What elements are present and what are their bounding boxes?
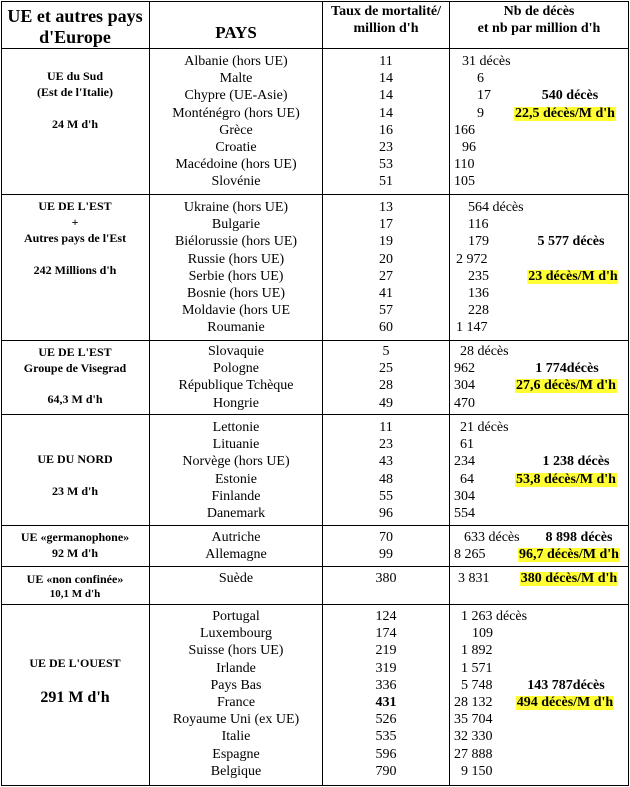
death-count: 32 330 bbox=[454, 729, 493, 745]
mortality-rate: 219 bbox=[375, 643, 397, 659]
mortality-rate: 48 bbox=[379, 471, 393, 487]
mortality-rate: 535 bbox=[375, 729, 397, 745]
mortality-rate: 13 bbox=[379, 200, 393, 215]
mortality-rate: 70 bbox=[379, 530, 393, 545]
group-label: 23 M d'h bbox=[51, 484, 99, 498]
mortality-rate: 27 bbox=[379, 268, 393, 284]
mortality-rate: 596 bbox=[375, 746, 397, 762]
header-region-title: UE et autres pays bbox=[7, 6, 143, 26]
group-label: Autres pays de l'Est bbox=[23, 231, 127, 245]
group-label: (Est de l'Italie) bbox=[37, 85, 113, 99]
mortality-rate: 790 bbox=[375, 763, 397, 779]
group-total-deaths: 8 898 décès bbox=[545, 530, 613, 545]
country-name: Slovaquie bbox=[208, 344, 264, 359]
death-count: 64 bbox=[460, 471, 474, 487]
group-label: 242 Millions d'h bbox=[33, 263, 117, 277]
mortality-rate: 99 bbox=[379, 547, 393, 563]
mortality-rate: 526 bbox=[375, 712, 397, 728]
group-label: UE «germanophone» bbox=[20, 530, 130, 544]
country-name: Lituanie bbox=[212, 437, 260, 453]
country-name: Pologne bbox=[213, 361, 259, 377]
country-name: Suisse (hors UE) bbox=[188, 643, 284, 659]
country-name: Suède bbox=[218, 571, 254, 586]
death-count: 1 892 bbox=[461, 643, 493, 659]
group-label: 92 M d'h bbox=[51, 546, 99, 560]
death-count: 116 bbox=[468, 217, 489, 233]
country-name: Italie bbox=[221, 729, 251, 745]
header-country: PAYS bbox=[215, 23, 257, 42]
country-name: République Tchèque bbox=[178, 378, 294, 394]
mortality-rate: 431 bbox=[375, 695, 397, 710]
row-divider bbox=[1, 194, 629, 195]
death-count: 234 bbox=[454, 454, 475, 470]
country-name: Croatie bbox=[215, 140, 257, 155]
death-count: 28 132 bbox=[454, 695, 493, 710]
country-name: Moldavie (hors UE bbox=[181, 303, 291, 319]
country-name: Irlande bbox=[216, 660, 256, 676]
death-count: 179 bbox=[468, 234, 489, 250]
column-divider bbox=[149, 1, 150, 786]
country-name: Estonie bbox=[215, 471, 257, 487]
group-total-deaths: 5 577 décès bbox=[537, 234, 605, 250]
mortality-rate: 5 bbox=[382, 344, 390, 359]
death-count: 962 bbox=[454, 361, 475, 377]
header-region-title: d'Europe bbox=[39, 27, 111, 47]
country-name: Grèce bbox=[219, 122, 253, 138]
death-count: 235 bbox=[468, 268, 489, 284]
death-count: 5 748 bbox=[461, 677, 493, 693]
group-label: 10,1 M d'h bbox=[49, 588, 101, 600]
group-label: UE DE L'EST bbox=[38, 199, 112, 213]
death-count: 105 bbox=[454, 174, 475, 190]
country-name: Bulgarie bbox=[211, 217, 261, 233]
country-name: Lettonie bbox=[212, 420, 260, 435]
country-name: Slovénie bbox=[211, 174, 261, 190]
group-label: 291 M d'h bbox=[40, 689, 110, 706]
country-name: Bosnie (hors UE) bbox=[187, 286, 285, 301]
death-count: 1 147 bbox=[456, 320, 488, 336]
country-name: Allemagne bbox=[205, 547, 267, 563]
group-deaths-per-million: 380 décès/M d'h bbox=[520, 571, 618, 586]
country-name: Macédoine (hors UE) bbox=[175, 157, 297, 173]
country-name: France bbox=[216, 695, 256, 710]
group-label: UE du Sud bbox=[46, 69, 104, 83]
country-name: Espagne bbox=[212, 746, 260, 762]
country-name: Monténégro (hors UE) bbox=[172, 105, 300, 121]
mortality-rate: 53 bbox=[379, 157, 393, 173]
mortality-rate: 23 bbox=[379, 437, 393, 453]
mortality-rate: 14 bbox=[379, 88, 393, 104]
mortality-rate: 14 bbox=[379, 105, 393, 121]
mortality-rate: 336 bbox=[375, 677, 397, 693]
mortality-rate: 23 bbox=[379, 140, 393, 155]
country-name: Portugal bbox=[212, 609, 260, 624]
country-name: Luxembourg bbox=[199, 626, 273, 642]
mortality-rate: 11 bbox=[379, 420, 393, 435]
country-name: Chypre (UE-Asie) bbox=[184, 88, 288, 104]
death-count: 1 263 décès bbox=[461, 609, 528, 624]
mortality-rate: 14 bbox=[379, 71, 393, 87]
mortality-rate: 19 bbox=[379, 234, 393, 250]
death-count: 17 bbox=[477, 88, 491, 104]
mortality-rate: 60 bbox=[379, 320, 393, 336]
mortality-rate: 124 bbox=[375, 609, 397, 624]
mortality-rate: 57 bbox=[379, 303, 393, 319]
death-count: 304 bbox=[454, 488, 475, 504]
mortality-rate: 55 bbox=[379, 488, 393, 504]
group-label: 64,3 M d'h bbox=[47, 392, 103, 406]
mortality-rate: 380 bbox=[375, 571, 397, 586]
group-total-deaths: 1 774décès bbox=[535, 361, 599, 377]
death-count: 304 bbox=[454, 378, 475, 394]
country-name: Royaume Uni (ex UE) bbox=[172, 712, 300, 728]
row-divider bbox=[1, 566, 629, 567]
mortality-rate: 43 bbox=[379, 454, 393, 470]
group-deaths-per-million: 494 décès/M d'h bbox=[516, 695, 614, 710]
death-count: 166 bbox=[454, 122, 475, 138]
country-name: Roumanie bbox=[207, 320, 265, 336]
mortality-rate: 51 bbox=[379, 174, 393, 190]
group-deaths-per-million: 53,8 décès/M d'h bbox=[516, 471, 616, 487]
group-label: UE DE L'OUEST bbox=[29, 656, 121, 670]
group-total-deaths: 1 238 décès bbox=[542, 454, 610, 470]
group-deaths-per-million: 27,6 décès/M d'h bbox=[516, 378, 616, 394]
header-rate: million d'h bbox=[353, 21, 419, 36]
death-count: 9 150 bbox=[461, 763, 493, 779]
header-rate: Taux de mortalité/ bbox=[331, 4, 441, 19]
country-name: Pays Bas bbox=[210, 677, 262, 693]
death-count: 564 décès bbox=[468, 200, 524, 215]
header-deaths: Nb de décès bbox=[503, 4, 575, 19]
group-label: 24 M d'h bbox=[51, 117, 99, 131]
death-count: 27 888 bbox=[454, 746, 493, 762]
group-deaths-per-million: 23 décès/M d'h bbox=[528, 268, 618, 284]
header-deaths: et nb par million d'h bbox=[477, 21, 601, 36]
death-count: 21 décès bbox=[460, 420, 509, 435]
death-count: 96 bbox=[462, 140, 476, 155]
group-total-deaths: 143 787décès bbox=[527, 677, 605, 693]
death-count: 470 bbox=[454, 395, 475, 411]
row-divider bbox=[1, 604, 629, 605]
death-count: 3 831 bbox=[458, 571, 490, 586]
country-name: Belgique bbox=[210, 763, 262, 779]
group-label: UE DE L'EST bbox=[38, 345, 112, 359]
group-label: Groupe de Visegrad bbox=[23, 361, 127, 375]
death-count: 2 972 bbox=[456, 251, 488, 267]
country-name: Finlande bbox=[211, 488, 261, 504]
death-count: 61 bbox=[460, 437, 474, 453]
country-name: Malte bbox=[219, 71, 253, 87]
country-name: Russie (hors UE) bbox=[187, 251, 285, 267]
mortality-rate: 28 bbox=[379, 378, 393, 394]
column-divider bbox=[449, 1, 450, 786]
row-divider bbox=[1, 340, 629, 341]
group-deaths-per-million: 22,5 décès/M d'h bbox=[515, 105, 615, 121]
group-deaths-per-million: 96,7 décès/M d'h bbox=[519, 547, 619, 563]
group-label: UE «non confinée» bbox=[26, 572, 124, 586]
row-divider bbox=[1, 414, 629, 415]
group-total-deaths: 540 décès bbox=[541, 88, 599, 104]
death-count: 28 décès bbox=[460, 344, 509, 359]
country-name: Danemark bbox=[206, 506, 266, 521]
country-name: Albanie (hors UE) bbox=[184, 54, 288, 69]
death-count: 633 décès bbox=[464, 530, 520, 545]
country-name: Norvège (hors UE) bbox=[182, 454, 290, 470]
death-count: 109 bbox=[472, 626, 493, 642]
mortality-rate: 41 bbox=[379, 286, 393, 301]
death-count: 8 265 bbox=[454, 547, 486, 563]
mortality-rate: 319 bbox=[375, 660, 397, 676]
country-name: Hongrie bbox=[213, 395, 259, 411]
country-name: Serbie (hors UE) bbox=[188, 268, 284, 284]
death-count: 228 bbox=[468, 303, 489, 319]
mortality-rate: 96 bbox=[379, 506, 393, 521]
row-divider bbox=[1, 48, 629, 49]
death-count: 31 décès bbox=[462, 54, 511, 69]
death-count: 9 bbox=[477, 105, 484, 121]
death-count: 6 bbox=[477, 71, 484, 87]
death-count: 1 571 bbox=[461, 660, 493, 676]
column-divider bbox=[322, 1, 323, 786]
mortality-rate: 25 bbox=[379, 361, 393, 377]
group-label: + bbox=[71, 215, 79, 229]
mortality-rate: 20 bbox=[379, 251, 393, 267]
death-count: 35 704 bbox=[454, 712, 493, 728]
mortality-rate: 49 bbox=[379, 395, 393, 411]
country-name: Ukraine (hors UE) bbox=[183, 200, 289, 215]
row-divider bbox=[1, 525, 629, 526]
mortality-rate: 174 bbox=[375, 626, 397, 642]
country-name: Biélorussie (hors UE) bbox=[174, 234, 298, 250]
death-count: 136 bbox=[468, 286, 489, 301]
mortality-rate: 16 bbox=[379, 122, 393, 138]
death-count: 554 bbox=[454, 506, 475, 521]
mortality-rate: 17 bbox=[379, 217, 393, 233]
group-label: UE DU NORD bbox=[37, 452, 113, 466]
mortality-rate: 11 bbox=[379, 54, 393, 69]
death-count: 110 bbox=[454, 157, 475, 173]
country-name: Autriche bbox=[211, 530, 261, 545]
